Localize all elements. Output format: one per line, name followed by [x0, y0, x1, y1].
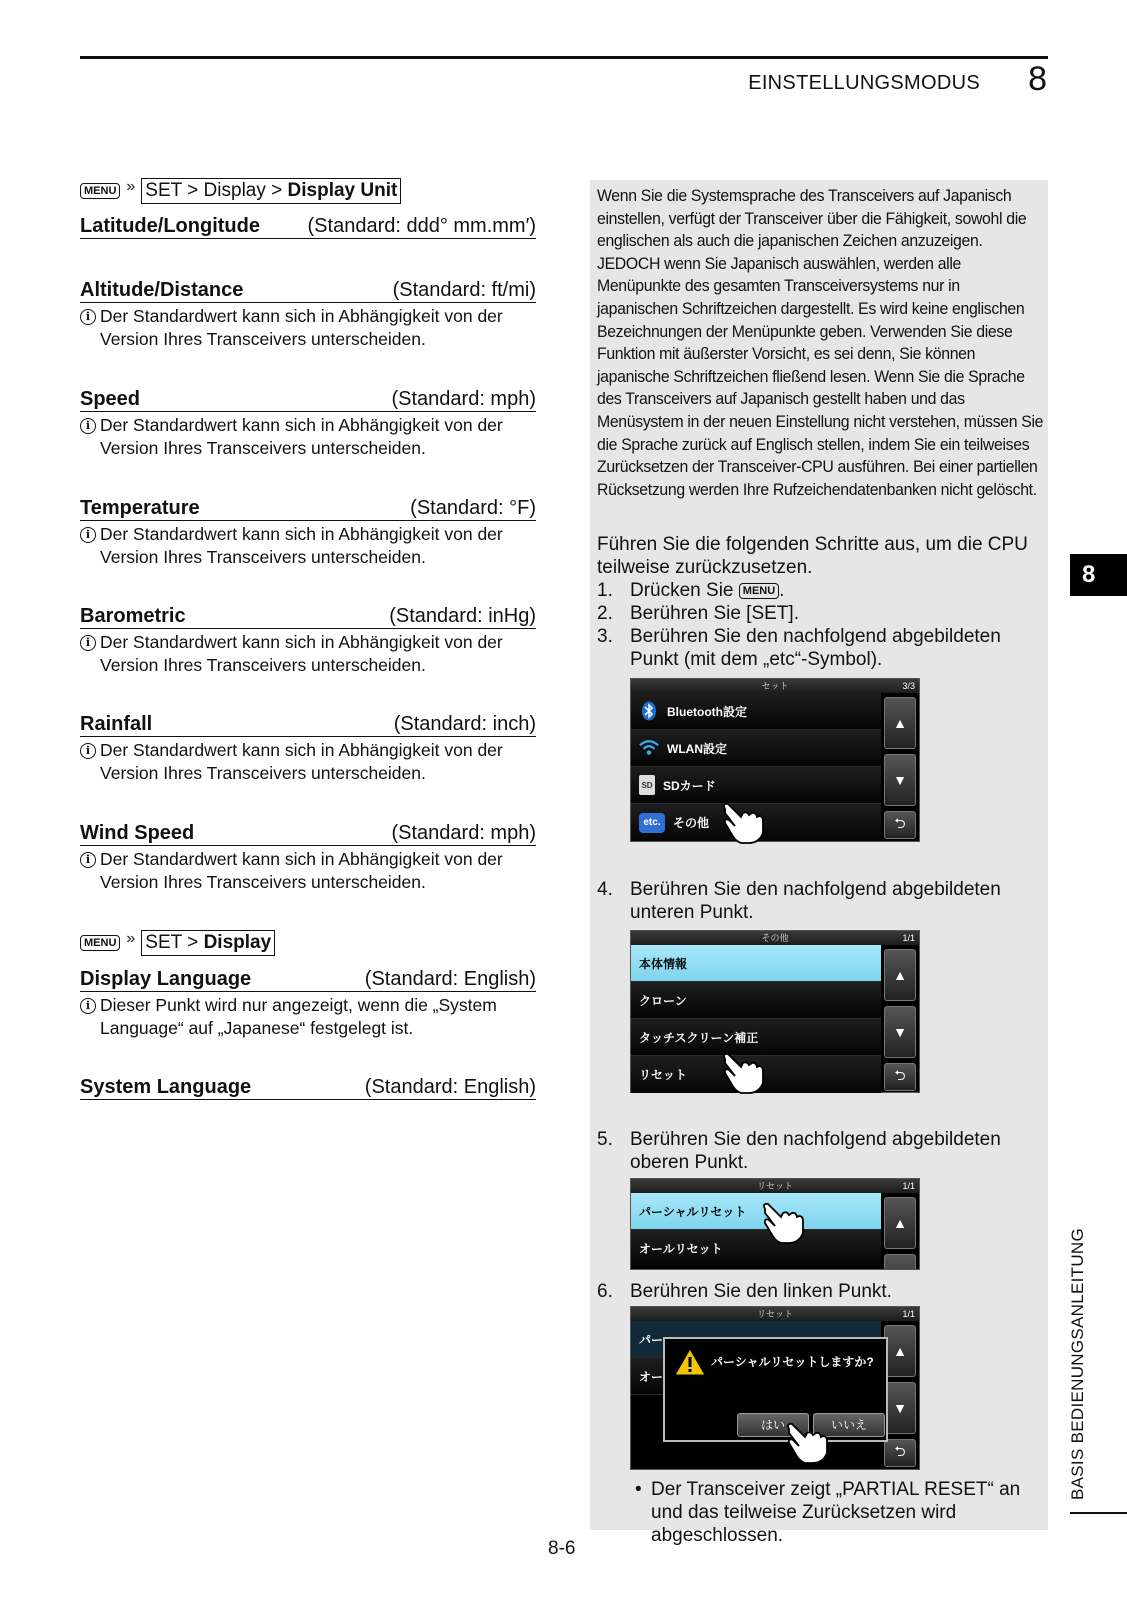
info-icon: i — [80, 852, 96, 868]
row-label: 本体情報 — [639, 956, 688, 971]
note-text: Der Standardwert kann sich in Abhängigkeit von der Version Ihres Transceivers unterscheiden. — [100, 849, 503, 892]
setting-note — [80, 994, 536, 1040]
screen-reset-menu — [630, 1178, 920, 1270]
sd-card-icon: SD — [639, 775, 655, 795]
scroll-down-button[interactable]: ▼ — [884, 1382, 916, 1434]
step-text: Berühren Sie den nachfolgend abgebildeten unteren Punkt. — [630, 879, 1001, 923]
step-4 — [597, 878, 1043, 924]
setting-note — [80, 523, 536, 569]
chapter-tab: 8 — [1070, 554, 1127, 596]
setting-altitude-distance — [80, 278, 536, 351]
note-text: Der Standardwert kann sich in Abhängigkeit von der Version Ihres Transceivers unterscheiden. — [100, 415, 503, 458]
scroll-up-button[interactable]: ▲ — [884, 1197, 916, 1249]
screen-page: 1/1 — [902, 1309, 915, 1319]
screen-title-bar — [631, 1179, 919, 1193]
setting-name: Display Language — [80, 968, 252, 990]
note-text: Der Standardwert kann sich in Abhängigkeit von der Version Ihres Transceivers unterscheiden. — [100, 524, 503, 567]
menu-key-icon: MENU — [80, 183, 120, 199]
bullet-dot: • — [635, 1479, 642, 1500]
note-text: Der Standardwert kann sich in Abhängigkeit von der Version Ihres Transceivers unterscheiden. — [100, 740, 503, 783]
chapter-number: 8 — [1028, 60, 1047, 98]
page-number: 8-6 — [548, 1538, 576, 1559]
screen-title-bar — [631, 931, 919, 945]
header-rule — [80, 56, 1048, 59]
screen-row-device-info[interactable] — [631, 945, 881, 982]
breadcrumb-display — [80, 930, 275, 956]
step-text: Berühren Sie [SET]. — [630, 603, 799, 624]
row-label: タッチスクリーン補正 — [639, 1030, 759, 1045]
setting-barometric — [80, 604, 536, 677]
setting-note — [80, 305, 536, 351]
row-label: オー — [639, 1369, 664, 1384]
screen-page: 3/3 — [902, 681, 915, 691]
setting-name: Rainfall — [80, 713, 153, 735]
scroll-down-button[interactable]: ▼ — [884, 754, 916, 806]
setting-speed — [80, 387, 536, 460]
tap-hand-icon — [759, 1199, 807, 1247]
setting-default: (Standard: English) — [364, 1076, 536, 1098]
note-text: Der Standardwert kann sich in Abhängigkeit von der Version Ihres Transceivers unterscheiden. — [100, 306, 503, 349]
breadcrumb-prefix: SET > — [145, 932, 204, 953]
row-label: その他 — [673, 816, 710, 830]
step-number: 2. — [597, 603, 613, 624]
row-label: パー — [639, 1332, 664, 1347]
setting-name: Altitude/Distance — [80, 279, 244, 301]
setting-default: (Standard: ft/mi) — [392, 279, 536, 301]
info-icon: i — [80, 418, 96, 434]
confirm-dialog — [663, 1337, 888, 1442]
scroll-up-button[interactable]: ▲ — [884, 697, 916, 749]
row-label: WLAN設定 — [667, 741, 727, 756]
row-label: SDカード — [663, 778, 716, 793]
step-text: Berühren Sie den linken Punkt. — [630, 1281, 892, 1302]
setting-default: (Standard: English) — [364, 968, 536, 990]
bluetooth-icon — [639, 701, 659, 721]
warning-icon — [673, 1347, 707, 1382]
screen-page: 1/1 — [902, 933, 915, 943]
row-label: クローン — [639, 993, 687, 1008]
breadcrumb-display-unit — [80, 178, 401, 204]
row-label: オールリセット — [639, 1242, 723, 1256]
info-icon: i — [80, 635, 96, 651]
setting-latitude-longitude — [80, 214, 536, 239]
breadcrumb-current: Display Unit — [287, 180, 398, 201]
setting-display-language — [80, 967, 536, 1040]
step-6 — [597, 1280, 1043, 1303]
setting-default: (Standard: mph) — [391, 388, 536, 410]
step-5 — [597, 1128, 1043, 1174]
etc-icon: etc. — [639, 813, 665, 833]
row-label: リセット — [639, 1068, 687, 1082]
caution-text: Wenn Sie die Systemsprache des Transceivers auf Japanisch einstellen, verfügt der Transceiver über die Fähigkeit, sowohl die englischen als auch die japanischen Zeichen anzuzeigen. JEDOCH wenn Sie Japanisch auswählen, werden alle Menüpunkte des gesamten Transceiversystems nur in japanischen Schriftzeichen dargestellt. Es wird keine englischen Bezeichnungen der Menüpunkte geben. Verwenden Sie diese Funktion mit äußerster Vorsicht, es sei denn, Sie können japanische Schriftzeichen fließend lesen. Wenn Sie die Sprache des Transceivers auf Japanisch gestellt haben und das Menüsystem in der neuen Einstellung nicht verstehen, müssen Sie die Sprache zurück auf Englisch stellen, indem Sie ein teilweises Zurücksetzen der Transceiver-CPU ausführen. Bei einer partiellen Rücksetzung werden Ihre Rufzeichendatenbanken nicht gelöscht. — [597, 186, 1044, 499]
screen-title: その他 — [761, 933, 789, 943]
bullet-text: Der Transceiver zeigt „PARTIAL RESET“ an und das teilweise Zurücksetzen wird abgeschlossen. — [651, 1479, 1021, 1546]
screen-row-clone[interactable] — [631, 982, 881, 1019]
result-note — [633, 1478, 1045, 1547]
step-number: 4. — [597, 879, 613, 900]
screen-reset-confirm — [630, 1306, 920, 1470]
menu-key-icon: MENU — [80, 935, 120, 951]
no-button[interactable]: いいえ — [813, 1413, 885, 1437]
scroll-down-button[interactable] — [884, 1254, 916, 1270]
tap-hand-icon — [719, 799, 767, 847]
scroll-down-button[interactable]: ▼ — [884, 1006, 916, 1058]
row-label: Bluetooth設定 — [667, 704, 747, 719]
setting-default: (Standard: inHg) — [389, 605, 536, 627]
side-rule — [1070, 1512, 1127, 1514]
step-text: Berühren Sie den nachfolgend abgebildeten oberen Punkt. — [630, 1129, 1001, 1173]
setting-note — [80, 739, 536, 785]
menu-key-icon: MENU — [739, 583, 779, 599]
breadcrumb-separator: » — [126, 178, 136, 195]
setting-name: Wind Speed — [80, 822, 195, 844]
screen-row-wlan[interactable] — [631, 730, 881, 767]
step-number: 1. — [597, 580, 613, 601]
breadcrumb-current: Display — [203, 932, 272, 953]
breadcrumb-prefix: SET > Display > — [145, 180, 288, 201]
breadcrumb-path — [141, 930, 275, 956]
back-button[interactable]: ⮌ — [884, 1063, 916, 1091]
screen-row-partial-reset[interactable] — [631, 1193, 881, 1230]
note-text: Der Standardwert kann sich in Abhängigkeit von der Version Ihres Transceivers unterscheiden. — [100, 632, 503, 675]
screen-title-bar — [631, 1307, 919, 1321]
screen-page: 1/1 — [902, 1181, 915, 1191]
note-text: Dieser Punkt wird nur angezeigt, wenn die „System Language“ auf „Japanese“ festgelegt ist. — [100, 995, 497, 1038]
setting-name: Barometric — [80, 605, 186, 627]
row-label: パーシャルリセット — [639, 1204, 747, 1219]
setting-name: Temperature — [80, 497, 200, 519]
setting-rainfall — [80, 712, 536, 785]
tap-hand-icon — [719, 1049, 767, 1097]
setting-name: Speed — [80, 388, 141, 410]
screen-row-all-reset[interactable] — [631, 1230, 881, 1267]
info-icon: i — [80, 998, 96, 1014]
setting-default: (Standard: ddd° mm.mm′) — [307, 215, 536, 237]
screen-title: セット — [761, 681, 789, 691]
step-2 — [597, 602, 1043, 625]
screen-set-menu — [630, 678, 920, 842]
step-number: 6. — [597, 1281, 613, 1302]
dialog-message: パーシャルリセットしますか? — [711, 1355, 874, 1369]
screen-other-menu — [630, 930, 920, 1093]
step-1 — [597, 579, 1043, 602]
setting-temperature — [80, 496, 536, 569]
tap-hand-icon — [783, 1419, 831, 1467]
screen-title: リセット — [757, 1309, 793, 1319]
chapter-title: EINSTELLUNGSMODUS — [748, 72, 980, 94]
setting-name: Latitude/Longitude — [80, 215, 260, 237]
info-icon: i — [80, 527, 96, 543]
yes-button[interactable]: はい — [737, 1413, 809, 1437]
breadcrumb-path — [141, 178, 401, 204]
scroll-up-button[interactable]: ▲ — [884, 1325, 916, 1377]
setting-wind-speed — [80, 821, 536, 894]
setting-default: (Standard: inch) — [393, 713, 536, 735]
setting-note — [80, 631, 536, 677]
step-number: 5. — [597, 1129, 613, 1150]
step-3 — [597, 625, 1043, 671]
step-text-end: . — [779, 580, 785, 601]
setting-default: (Standard: mph) — [391, 822, 536, 844]
side-label: BASIS BEDIENUNGSANLEITUNG — [1068, 1227, 1087, 1500]
info-icon: i — [80, 743, 96, 759]
setting-note — [80, 848, 536, 894]
back-button[interactable]: ⮌ — [884, 1439, 916, 1467]
step-text: Drücken Sie — [630, 580, 739, 601]
setting-default: (Standard: °F) — [410, 497, 536, 519]
wifi-icon — [639, 738, 659, 758]
screen-title-bar — [631, 679, 919, 693]
step-text: Berühren Sie den nachfolgend abgebildeten Punkt (mit dem „etc“-Symbol). — [630, 626, 1001, 670]
setting-system-language — [80, 1075, 536, 1100]
setting-note — [80, 414, 536, 460]
screen-title: リセット — [757, 1181, 793, 1191]
step-number: 3. — [597, 626, 613, 647]
procedure-intro: Führen Sie die folgenden Schritte aus, um die CPU teilweise zurückzusetzen. — [597, 534, 1028, 578]
setting-name: System Language — [80, 1076, 252, 1098]
info-icon: i — [80, 309, 96, 325]
scroll-up-button[interactable]: ▲ — [884, 949, 916, 1001]
screen-row-bluetooth[interactable] — [631, 693, 881, 730]
back-button[interactable]: ⮌ — [884, 811, 916, 839]
breadcrumb-separator: » — [126, 930, 136, 947]
